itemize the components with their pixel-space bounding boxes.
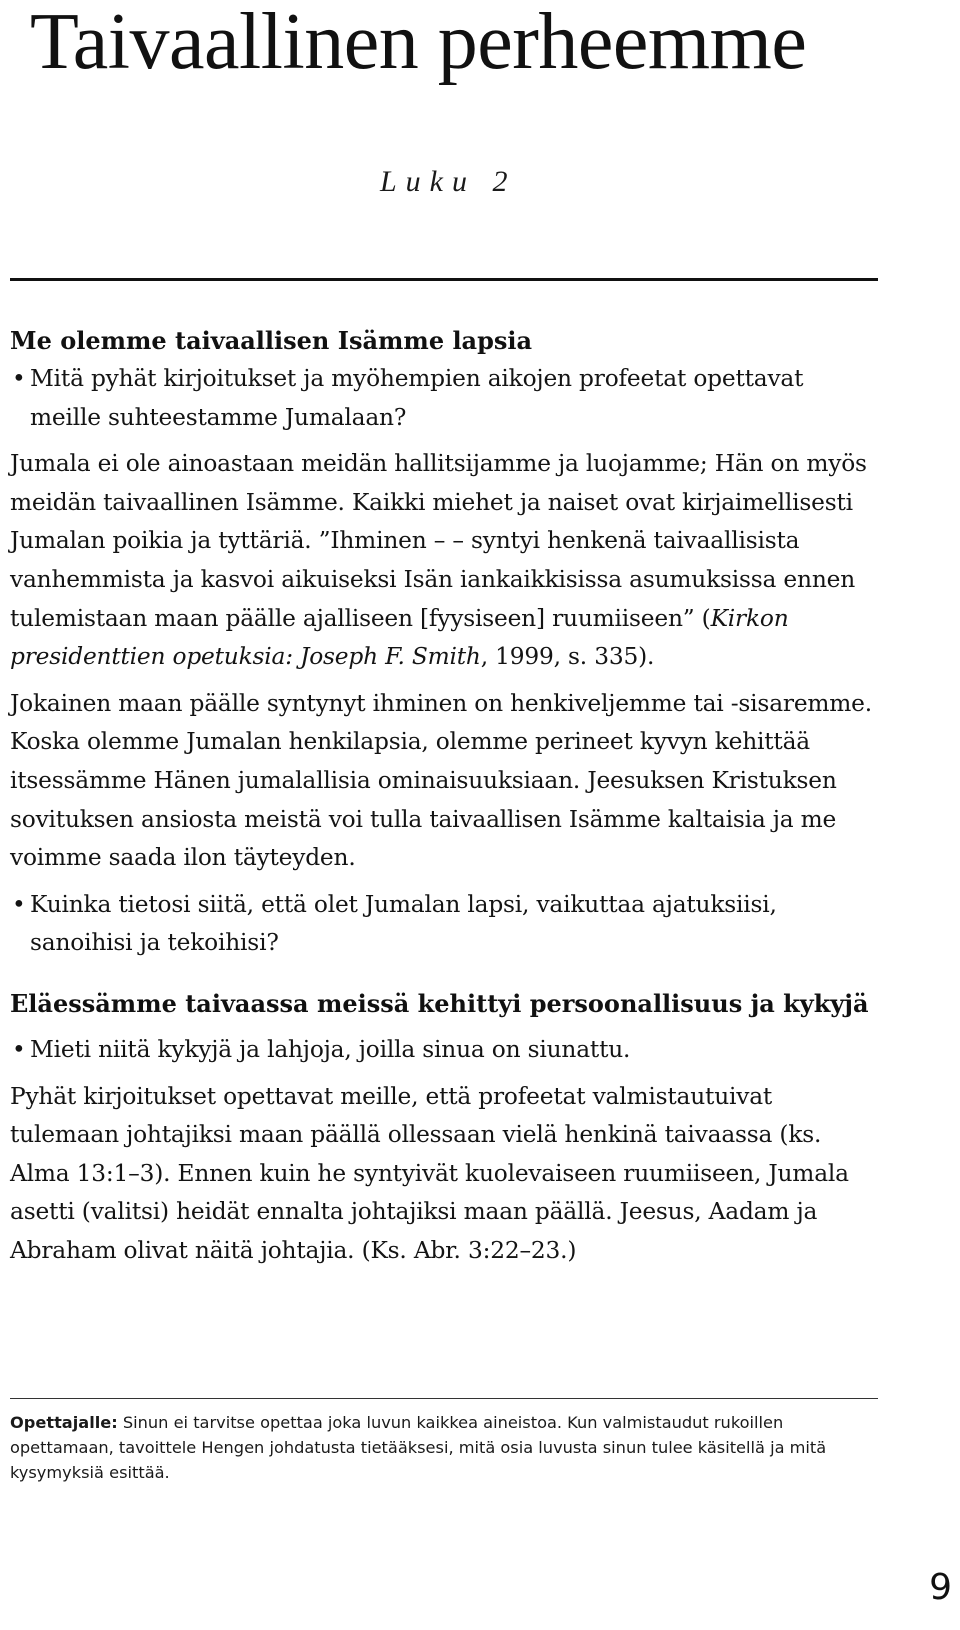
note-divider [10, 1398, 878, 1399]
main-content [10, 322, 880, 1270]
question-text: Kuinka tietosi siitä, että olet Jumalan lapsi, vaikuttaa ajatuksiisi, sanoihisi ja tekoihisi? [30, 890, 777, 957]
question-bullet-3 [10, 1031, 880, 1070]
bullet-icon: • [12, 365, 26, 392]
question-bullet-2 [10, 886, 880, 963]
question-text: Mieti niitä kykyjä ja lahjoja, joilla sinua on siunattu. [30, 1035, 631, 1063]
page-number: 9 [929, 1567, 952, 1608]
section-heading-2: Eläessämme taivaassa meissä kehittyi persoonallisuus ja kykyjä [10, 988, 869, 1018]
bullet-icon: • [12, 1035, 26, 1063]
title-divider [10, 278, 878, 281]
citation-title: Kirkon presidenttien opetuksia: Joseph F. Smith [10, 604, 789, 671]
question-bullet-1 [10, 360, 880, 437]
section-heading-1: Me olemme taivaallisen Isämme lapsia [10, 326, 533, 355]
paragraph-3: Pyhät kirjoitukset opettavat meille, että profeetat valmistautuivat tulemaan johtajiksi maan päällä ollessaan vielä henkinä taivaassa (ks. Alma 13:1–3). Ennen kuin he syntyivät kuolevaiseen ruumiiseen, Jumala asetti (valitsi) heidät ennalta johtajiksi maan päällä. Jeesus, Aadam ja Abraham olivat näitä johtajia. (Ks. Abr. 3:22–23.) [10, 1082, 849, 1264]
teacher-note [10, 1410, 870, 1485]
paragraph-2: Jokainen maan päälle syntynyt ihminen on henkiveljemme tai -sisaremme. Koska olemme Jumalan henkilapsia, olemme perineet kyvyn kehittää itsessämme Hänen jumalallisia ominaisuuksiaan. Jeesuksen Kristuksen sovituksen ansiosta meistä voi tulla taivaallisen Isämme kaltaisia ja me voimme saada ilon täyteyden. [10, 689, 872, 872]
chapter-label: Luku 2 [380, 165, 517, 198]
paragraph-1 [10, 445, 880, 677]
citation-details: , 1999, s. 335). [480, 643, 655, 671]
teacher-note-text: Sinun ei tarvitse opettaa joka luvun kaikkea aineistoa. Kun valmistaudut rukoillen opettamaan, tavoittele Hengen johdatusta tietääksesi, mitä osia luvusta sinun tulee käsitellä ja mitä kysymyksiä esittää. [10, 1413, 827, 1482]
page-title: Taivaallinen perheemme [30, 0, 807, 86]
teacher-note-label: Opettajalle: [10, 1413, 118, 1432]
question-text: Mitä pyhät kirjoitukset ja myöhempien aikojen profeetat opettavat meille suhteestamme Jumalaan? [30, 365, 804, 431]
paragraph-text: Jumala ei ole ainoastaan meidän hallitsijamme ja luojamme; Hän on myös meidän taivaallinen Isämme. Kaikki miehet ja naiset ovat kirjaimellisesti Jumalan poikia ja tyttäriä. ”Ihminen – – syntyi henkenä taivaallisista vanhemmista ja kasvoi aikuiseksi Isän iankaikkisissa asumuksissa ennen tulemistaan maan päälle ajalliseen [fyysiseen] ruumiiseen” ( [10, 450, 867, 632]
bullet-icon: • [12, 890, 26, 918]
